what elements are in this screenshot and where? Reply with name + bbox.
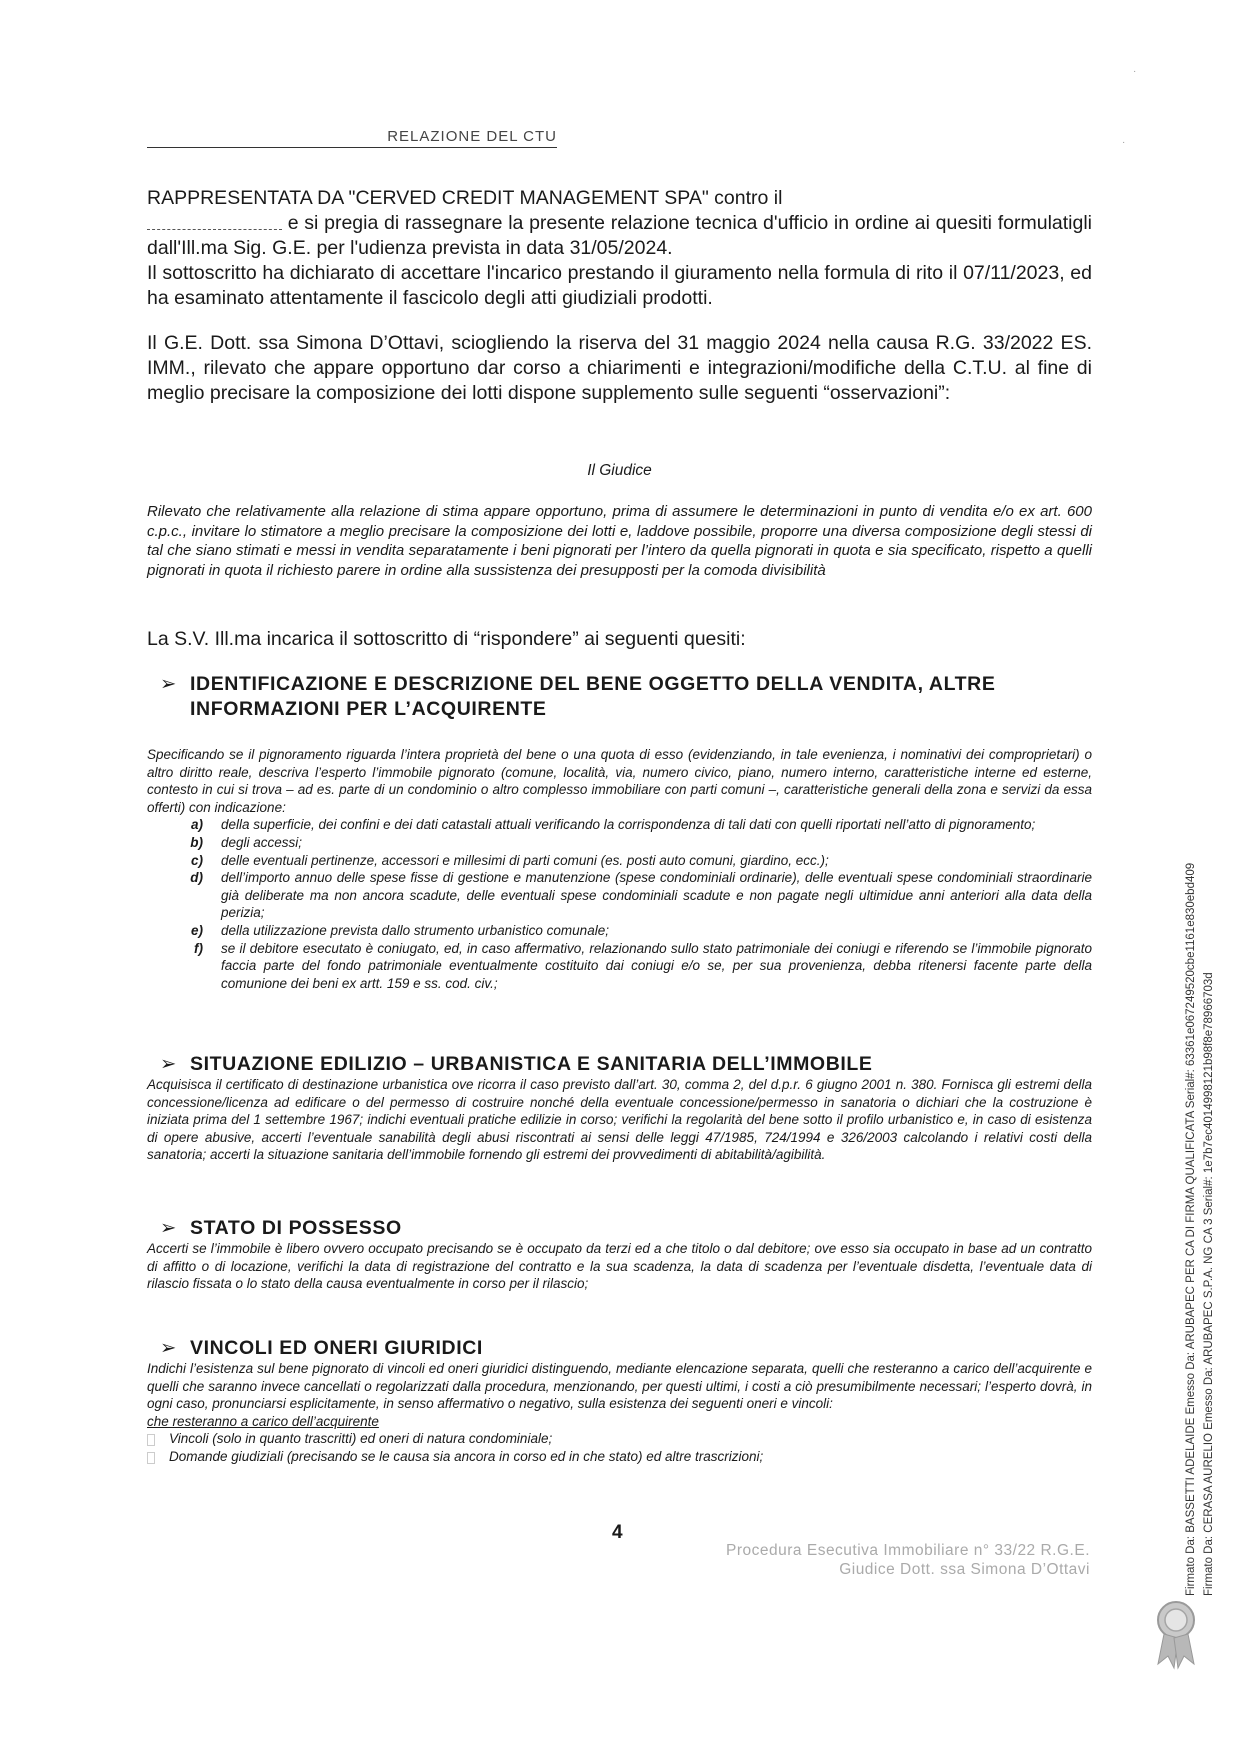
intro-paragraph-4: Il G.E. Dott. ssa Simona D’Ottavi, sciogliendo la riserva del 31 maggio 2024 nella causa R.G. 33/2022 ES. IMM., rilevato che appare opportuno dar corso a chiarimenti e integrazioni/modifiche della C.T.U. al fine di meglio precisare la composizione dei lotti dispone supplemento sulle seguenti “osservazioni”: (147, 332, 1092, 404)
section-body-identificazione (147, 746, 1092, 992)
list-item-text: Domande giudiziali (precisando se le causa sia ancora in corso ed in che stato) ed altre trascrizioni; (169, 1448, 764, 1464)
list-item-letter: b) (190, 834, 203, 850)
list-item (147, 1448, 1092, 1466)
intro-text (147, 186, 1092, 406)
list-item-letter: a) (190, 817, 203, 833)
page-number: 4 (612, 1522, 623, 1543)
list-item-text: dell’importo annuo delle spese fisse di gestione e manutenzione (spese condominiali ordinarie), delle eventuali spese condominiali straordinarie già deliberate ma non ancora scadute, delle eventuali spese condominiali scadute e non pagate negli ultimidue anni anteriori alla data della perizia; (221, 870, 1092, 921)
intro-paragraph-3: Il sottoscritto ha dichiarato di accettare l'incarico prestando il giuramento nella formula di rito il 07/11/2023, ed ha esaminato attentamente il fascicolo degli atti giudiziali prodotti. (147, 262, 1092, 309)
signature-line-2: Firmato Da: CERASA AURELIO Emesso Da: ARUBAPEC S.P.A. NG CA 3 Serial#: 1e7b7ec4014998121b98f8e78966703d (1203, 972, 1215, 1596)
arrow-bullet-icon: ➢ (160, 1053, 177, 1075)
list-item-letter: d) (190, 870, 203, 886)
list-item (147, 834, 1092, 852)
arrow-bullet-icon: ➢ (160, 673, 177, 695)
header-title: RELAZIONE DEL CTU (147, 128, 557, 148)
list-item (147, 940, 1092, 993)
redacted-name (147, 217, 282, 230)
section-heading-situazione-edilizia (160, 1052, 1090, 1077)
section-body-situazione-edilizia: Acquisisca il certificato di destinazione urbanistica ove ricorra il caso previsto dall’art. 30, comma 2, del d.p.r. 6 giugno 2001 n. 380. Fornisca gli estremi della concessione/licenza ad edificare o del permesso di costruire nonché della eventuale concessione/permesso in sanatoria o dichiari che la costruzione è iniziata prima del 1 settembre 1967; indichi eventuali pratiche edilizie in corso; verifichi la regolarità del bene sotto il profilo urbanistico e, in caso di esistenza di opere abusive, accerti l’eventuale sanabilità degli abusi riscontrati ai sensi delle leggi 47/1985, 724/1994 e 326/2003 calcolando i relativi costi della sanatoria; accerti la situazione sanitaria dell’immobile fornendo gli estremi dei provvedimenti di abitabilità/agibilità. (147, 1077, 1092, 1163)
signature-text (1182, 736, 1218, 1596)
list-item-text: Vincoli (solo in quanto trascritti) ed oneri di natura condominiale; (169, 1431, 553, 1447)
requirements-list (147, 816, 1092, 992)
checkbox-icon (147, 1434, 155, 1446)
section-heading-vincoli (160, 1336, 1090, 1361)
list-item-text: della superficie, dei confini e dei dati catastali attuali verificando la corrispondenza di tali dati con quelli riportati nell’atto di pignoramento; (221, 817, 1036, 833)
list-item (147, 869, 1092, 922)
digital-signature-strip (1152, 736, 1215, 1596)
section-intro: Specificando se il pignoramento riguarda l’intera proprietà del bene o una quota di esso (evidenziando, in tale evenienza, i nominativi dei comproprietari) o altro diritto reale, descriva l’esperto l’immobile pignorato (comune, località, via, numero civico, piano, numero interno, caratteristiche interne ed esterne, contesto in cui si trova – ad es. parte di un condominio o altro complesso immobiliare con parti comuni –, caratteristiche generali della zona e servizi da essa offerti) con indicazione: (147, 747, 1092, 815)
list-item (147, 816, 1092, 834)
section-heading-text: VINCOLI ED ONERI GIURIDICI (190, 1337, 483, 1359)
scan-speck: · (1133, 66, 1137, 77)
section-heading-text: STATO DI POSSESSO (190, 1217, 402, 1239)
footer-line-2: Giudice Dott. ssa Simona D’Ottavi (839, 1561, 1090, 1578)
footer-line-1: Procedura Esecutiva Immobiliare n° 33/22 R.G.E. (726, 1542, 1090, 1559)
judge-text: Rilevato che relativamente alla relazione di stima appare opportuno, prima di assumere le determinazioni in punto di vendita e/o ex art. 600 c.p.c., invitare lo stimatore a meglio precisare la composizione dei lotti e, laddove possibile, proporre una diversa composizione degli stessi di tal che siano stimati e messi in vendita separatamente i beni pignorati per l’intero da quella pignorati in quota e sia specificato, rispetto a quelli pignorati in quota il richiesto parere in ordine alla sussistenza dei presupposti per la comoda divisibilità (147, 503, 1092, 579)
intro-paragraph-1: RAPPRESENTATA DA "CERVED CREDIT MANAGEMENT SPA" contro il (147, 187, 783, 209)
arrow-bullet-icon: ➢ (160, 1337, 177, 1359)
list-item-text: se il debitore esecutato è coniugato, ed, in caso affermativo, relazionando sullo stato patrimoniale dei coniugi e riferendo se l’immobile pignorato faccia parte del fondo patrimoniale eventualmente costituito dai coniugi e/o se, per sua provenienza, debba ritenersi facente parte della comunione dei beni ex artt. 159 e ss. cod. civ.; (221, 940, 1092, 991)
list-item (147, 1430, 1092, 1448)
section-body-stato-possesso: Accerti se l’immobile è libero ovvero occupato precisando se è occupato da terzi ed a che titolo o dal debitore; ove esso sia occupato in base ad un contratto di affitto o di locazione, verifichi la data di registrazione del contratto e la sua scadenza, la data di scadenza per l’eventuale disdetta, l’eventuale data di rilascio fissata o lo stato della causa eventualmente in corso per il rilascio; (147, 1241, 1092, 1292)
intro-paragraph-2-text: e si pregia di rassegnare la presente relazione tecnica d'ufficio in ordine ai quesiti formulatigli dall'Ill.ma Sig. G.E. per l'udienza prevista in data 31/05/2024. (147, 212, 1093, 259)
list-item-text: delle eventuali pertinenze, accessori e millesimi di parti comuni (es. posti auto comuni, giardino, ecc.); (221, 852, 829, 868)
section-heading-text: SITUAZIONE EDILIZIO – URBANISTICA E SANITARIA DELL’IMMOBILE (190, 1053, 873, 1075)
charge-text: La S.V. Ill.ma incarica il sottoscritto di “rispondere” ai seguenti quesiti: (147, 628, 746, 650)
section-body-text: Indichi l’esistenza sul bene pignorato di vincoli ed oneri giuridici distinguendo, mediante elencazione separata, quelli che resteranno a carico dell’acquirente e quelli che saranno invece cancellati o regolarizzati dalla procedura, menzionando, per questi ultimi, i costi a ciò presumibilmente necessari; l’esperto dovrà, in ogni caso, pronunciarsi esplicitamente, in senso affermativo o negativo, sulla esistenza dei seguenti oneri e vincoli: (147, 1361, 1092, 1412)
list-item (147, 852, 1092, 870)
section-heading-stato-possesso (160, 1216, 1090, 1241)
list-item-text: degli accessi; (221, 834, 303, 850)
section-body-vincoli (147, 1360, 1092, 1466)
section-heading-text: IDENTIFICAZIONE E DESCRIZIONE DEL BENE OGGETTO DELLA VENDITA, ALTRE INFORMAZIONI PER L’ACQUIRENTE (190, 673, 996, 720)
checkbox-icon (147, 1452, 155, 1464)
judge-title: Il Giudice (587, 462, 652, 479)
list-item-text: della utilizzazione prevista dallo strumento urbanistico comunale; (221, 922, 609, 938)
list-item-letter: f) (194, 940, 203, 956)
seal-icon (1152, 1598, 1200, 1670)
constraints-list (147, 1430, 1092, 1465)
section-subtitle: che resteranno a carico dell’acquirente (147, 1413, 379, 1429)
scan-speck: · (1122, 137, 1126, 148)
list-item (147, 922, 1092, 940)
arrow-bullet-icon: ➢ (160, 1217, 177, 1239)
signature-line-1: Firmato Da: BASSETTI ADELAIDE Emesso Da: ARUBAPEC PER CA DI FIRMA QUALIFICATA Serial#: 63361e067249520cbe1161e830ebd409 (1185, 862, 1197, 1596)
list-item-letter: c) (190, 852, 203, 868)
section-heading-identificazione (160, 672, 1090, 722)
footer (640, 1541, 1090, 1579)
intro-paragraph-2 (147, 211, 1092, 261)
list-item-letter: e) (190, 922, 203, 938)
